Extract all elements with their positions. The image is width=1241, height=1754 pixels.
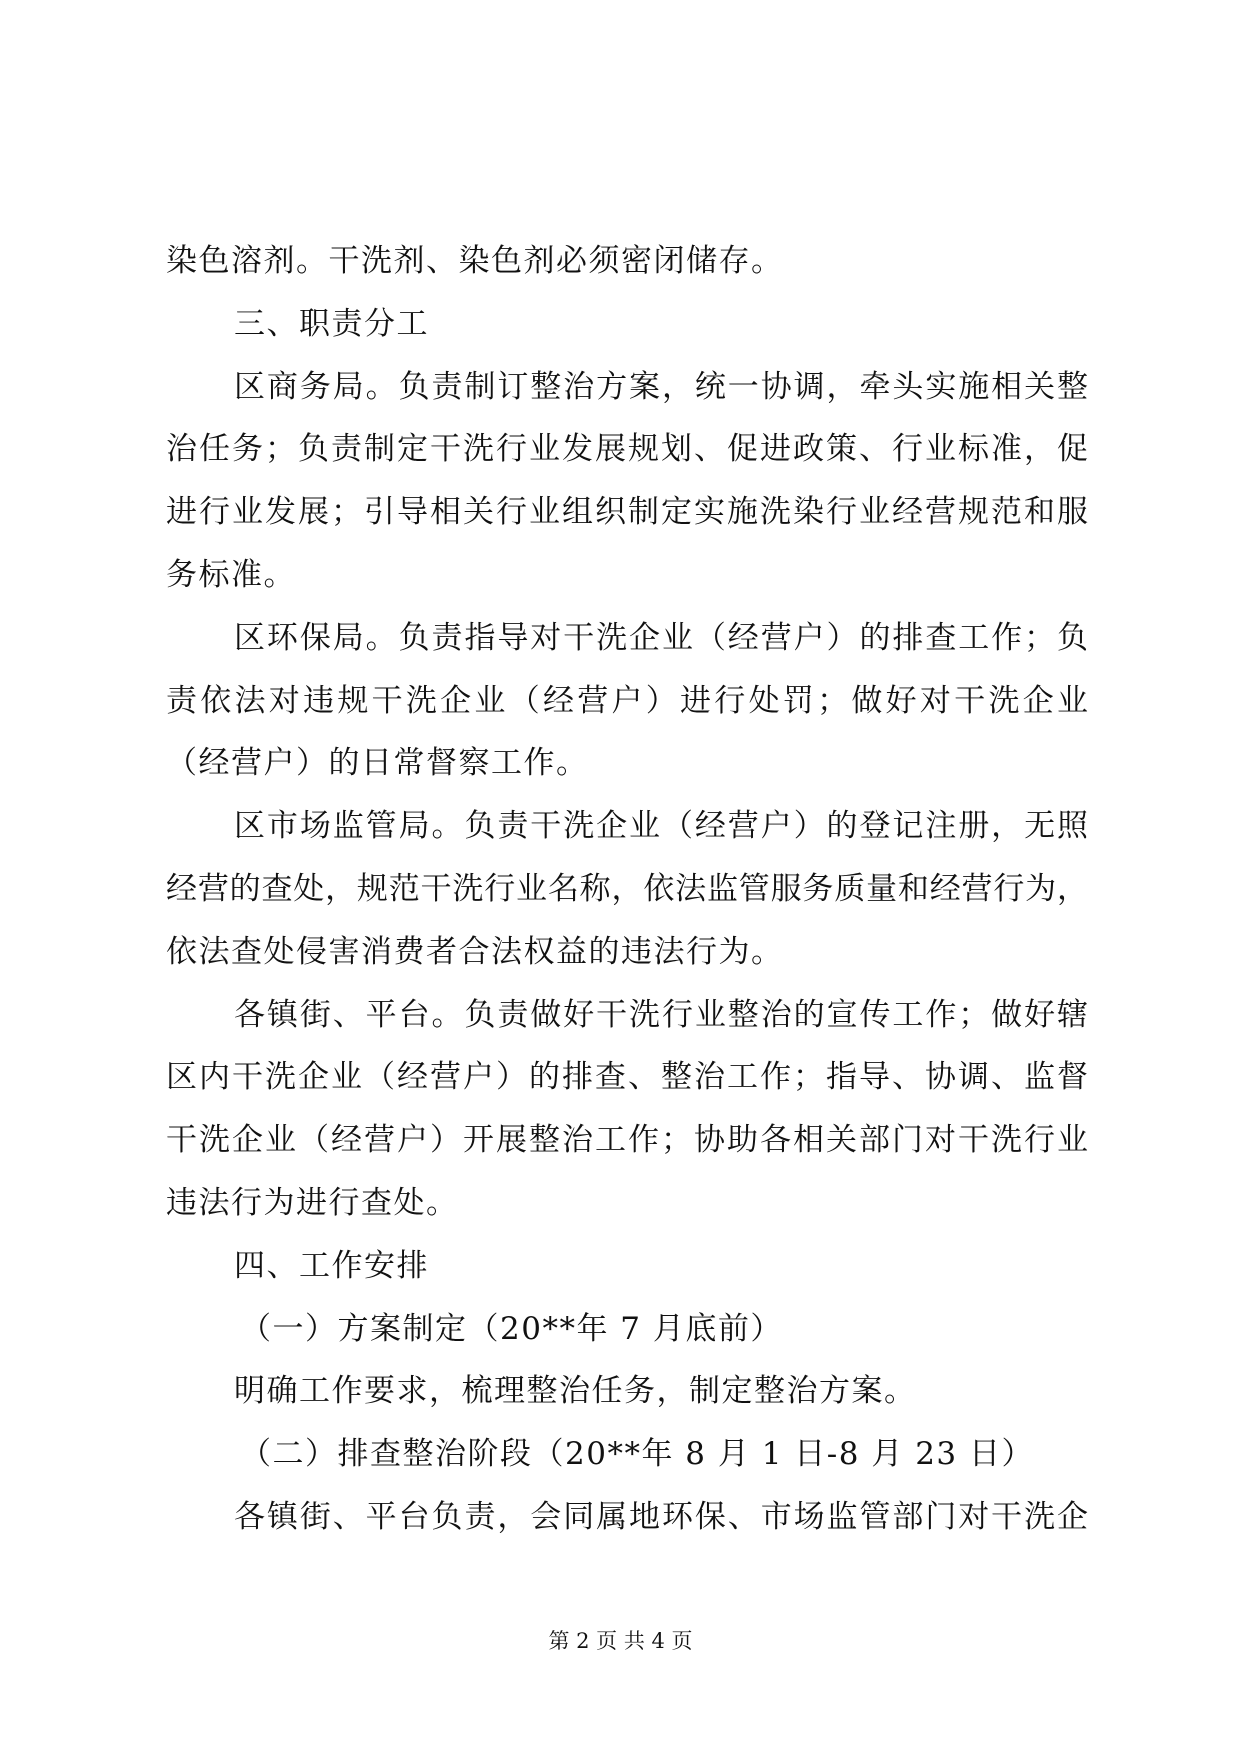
text-line: 违法行为进行查处。 — [166, 1184, 459, 1221]
text-line: 各镇街、平台。负责做好干洗行业整治的宣传工作；做好辖 — [234, 996, 1088, 1033]
section-heading: 四、工作安排 — [234, 1247, 429, 1284]
document-body — [166, 230, 1088, 1549]
subsection-heading: （一）方案制定（20**年 7 月底前） — [240, 1310, 783, 1347]
text-line: 干洗企业（经营户）开展整治工作；协助各相关部门对干洗行业 — [166, 1122, 1088, 1159]
text-line: 各镇街、平台负责，会同属地环保、市场监管部门对干洗企 — [234, 1498, 1088, 1535]
text-line: 明确工作要求，梳理整治任务，制定整治方案。 — [234, 1373, 917, 1410]
text-line: 区市场监管局。负责干洗企业（经营户）的登记注册，无照 — [234, 808, 1088, 845]
text-line: 依法查处侵害消费者合法权益的违法行为。 — [166, 933, 784, 970]
text-line: 区内干洗企业（经营户）的排查、整治工作；指导、协调、监督 — [166, 1059, 1088, 1096]
text-line: （经营户）的日常督察工作。 — [166, 745, 589, 782]
text-line: 务标准。 — [166, 556, 296, 593]
subsection-heading: （二）排查整治阶段（20**年 8 月 1 日-8 月 23 日） — [240, 1436, 1035, 1473]
section-heading: 三、职责分工 — [234, 305, 429, 342]
text-line: 进行业发展；引导相关行业组织制定实施洗染行业经营规范和服 — [166, 494, 1088, 531]
text-line: 区商务局。负责制订整治方案，统一协调，牵头实施相关整 — [234, 368, 1088, 405]
text-line: 染色溶剂。干洗剂、染色剂必须密闭储存。 — [166, 243, 784, 279]
text-line: 区环保局。负责指导对干洗企业（经营户）的排查工作；负 — [234, 619, 1088, 656]
text-line: 经营的查处，规范干洗行业名称，依法监管服务质量和经营行为， — [166, 870, 1088, 907]
text-line: 责依法对违规干洗企业（经营户）进行处罚；做好对干洗企业 — [166, 682, 1088, 719]
page-number-footer: 第 2 页 共 4 页 — [548, 1629, 693, 1653]
text-line: 治任务；负责制定干洗行业发展规划、促进政策、行业标准，促 — [166, 431, 1088, 468]
